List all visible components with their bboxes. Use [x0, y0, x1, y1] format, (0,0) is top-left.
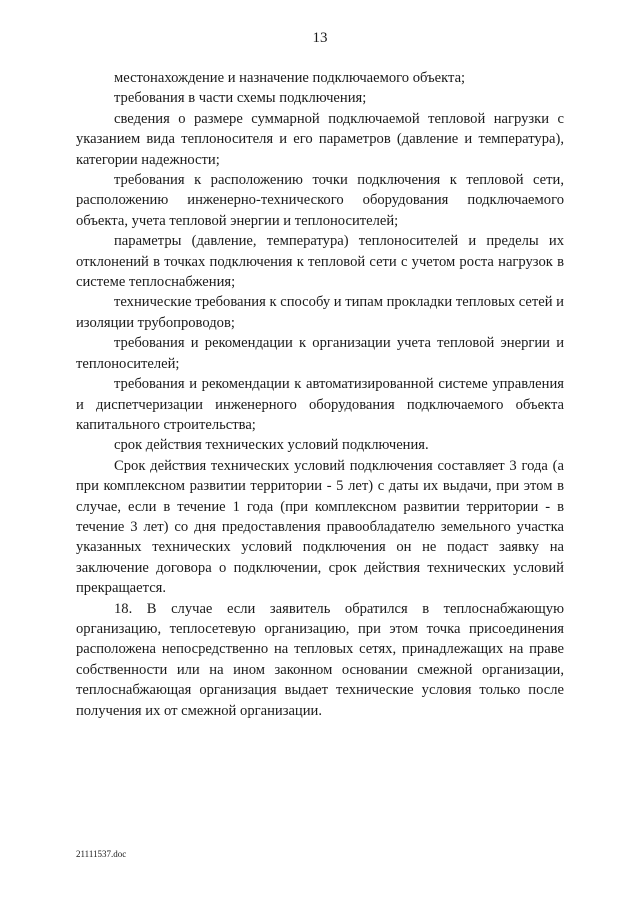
- paragraph-connection-point: требования к расположению точки подключения к тепловой сети, расположению инженерно-технического оборудования подключаемого объекта, учета тепловой энергии и теплоносителей;: [76, 172, 564, 229]
- paragraph-parameters: параметры (давление, температура) теплоносителей и пределы их отклонений в точках подключения к тепловой сети с учетом роста нагрузок в системе теплоснабжения;: [76, 233, 564, 291]
- paragraph-metering: требования и рекомендации к организации учета тепловой энергии и теплоносителей;: [76, 335, 564, 372]
- paragraph-location: местонахождение и назначение подключаемого объекта;: [114, 70, 466, 86]
- paragraph-laying: технические требования к способу и типам прокладки тепловых сетей и изоляции трубопроводов;: [76, 294, 564, 331]
- paragraph-validity: срок действия технических условий подключения.: [114, 437, 429, 454]
- page-number: 13: [312, 30, 328, 46]
- paragraph-validity-term: Срок действия технических условий подключения составляет 3 года (а при комплексном развитии территории - 5 лет) с даты их выдачи, при этом в случае, если в течение 1 года (при комплексном развитии территории - в течение 3 лет) со дня предоставления правообладателю земельного участка указанных технических условий подключения он не подаст заявку на заключение договора о подключении, срок действия технических условий прекращается.: [76, 457, 564, 597]
- file-name-footer: 21111537.doc: [76, 849, 127, 859]
- document-body: [76, 68, 564, 721]
- paragraph-scheme: требования в части схемы подключения;: [114, 90, 367, 107]
- paragraph-load: сведения о размере суммарной подключаемой тепловой нагрузки с указанием вида теплоносителя и его параметров (давление и температура), категории надежности;: [76, 110, 564, 168]
- paragraph-section-18: 18. В случае если заявитель обратился в теплоснабжающую организацию, теплосетевую организацию, при этом точка присоединения расположена непосредственно на тепловых сетях, принадлежащих на праве собственности или на ином законном основании смежной организации, теплоснабжающая организация выдает технические условия только после получения их от смежной организации.: [76, 600, 564, 719]
- paragraph-automation: требования и рекомендации к автоматизированной системе управления и диспетчеризации инженерного оборудования подключаемого объекта капитального строительства;: [76, 376, 564, 433]
